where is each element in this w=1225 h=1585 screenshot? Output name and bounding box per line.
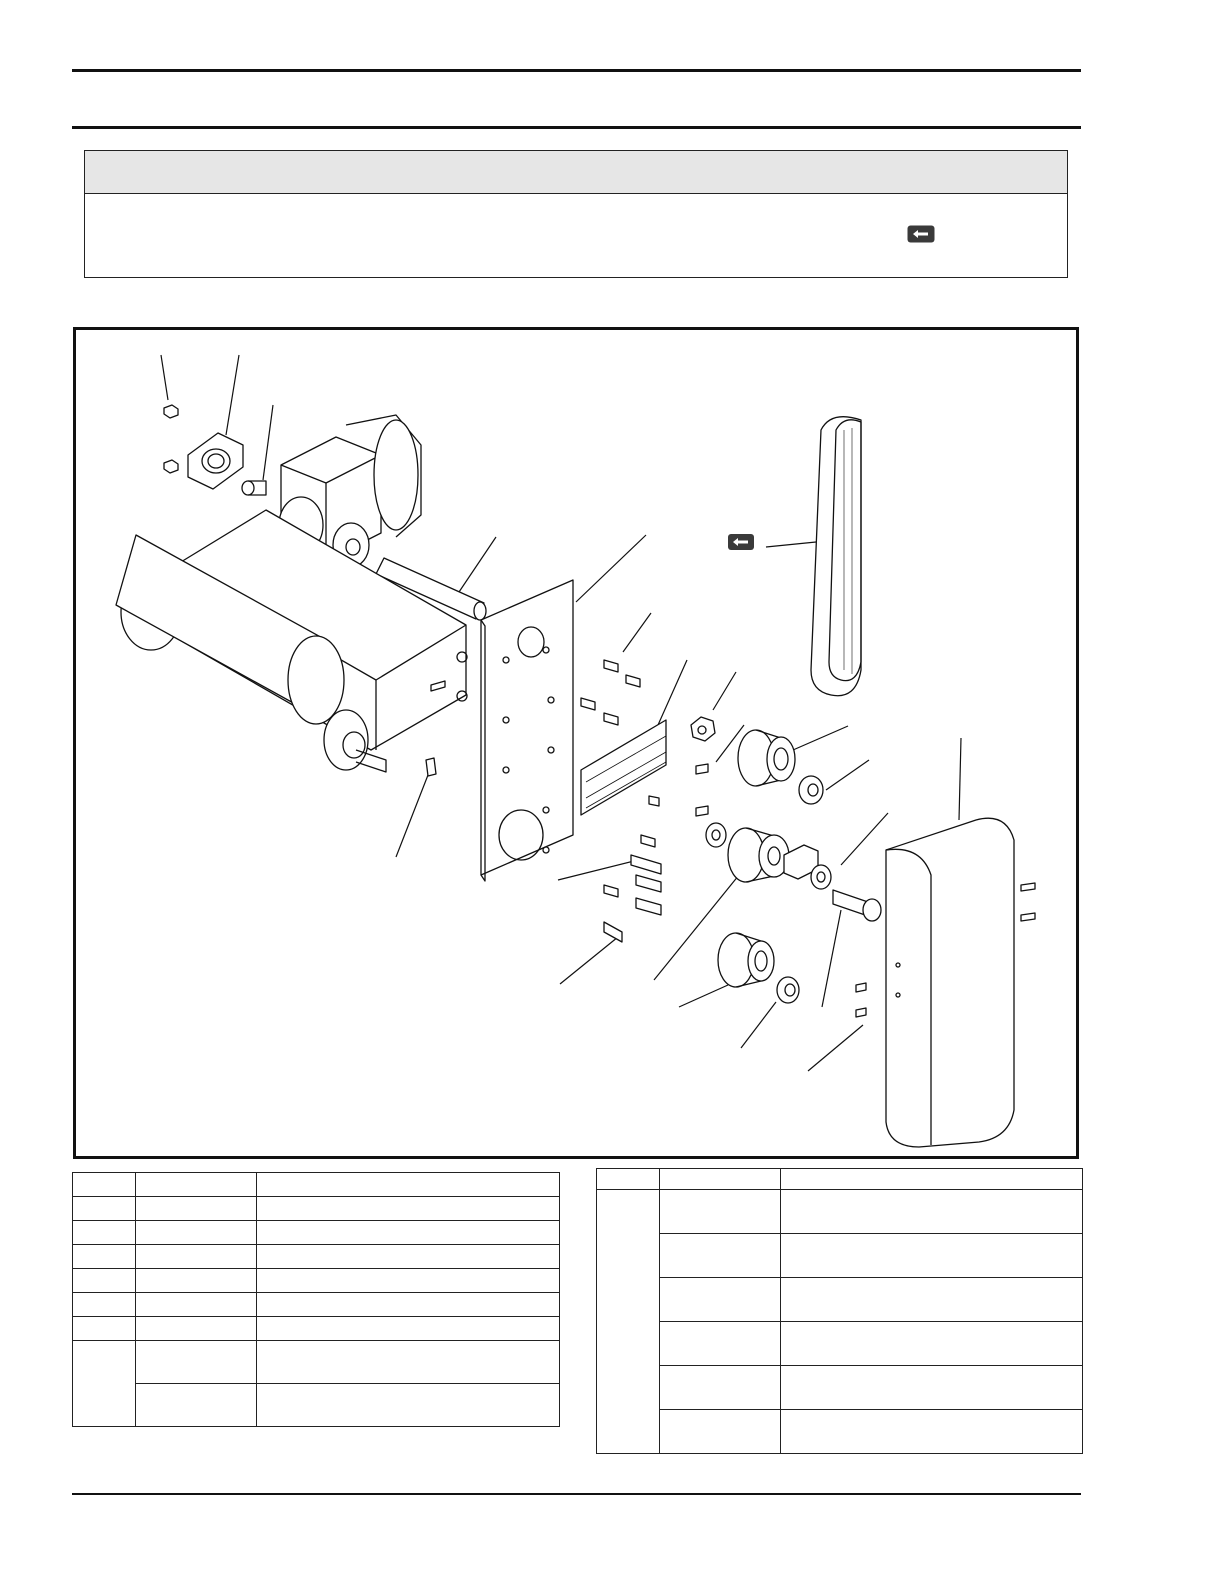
timing-pulley-lower <box>718 933 774 987</box>
flange-bearing <box>188 433 243 489</box>
shaft-stud <box>242 481 266 495</box>
washer-left <box>706 823 726 847</box>
hex-nut <box>691 717 715 741</box>
conveyor-frame <box>116 510 467 772</box>
timing-pulley-upper <box>738 730 795 786</box>
timing-belt <box>811 417 861 696</box>
pulley-bushing-upper <box>799 776 823 804</box>
set-screws <box>696 764 708 816</box>
assembly-drawing <box>76 330 1076 1156</box>
exploded-view-figure <box>73 327 1079 1159</box>
washer-right <box>811 865 831 889</box>
note-header <box>85 151 1067 194</box>
screw-parts <box>164 405 178 473</box>
header-rule <box>72 126 1081 129</box>
note-box <box>84 150 1068 278</box>
return-arrow-icon <box>907 225 935 243</box>
footer-rule <box>72 1493 1081 1495</box>
mounting-plate <box>481 580 573 881</box>
belt-guard-cover <box>886 818 1014 1147</box>
parts-table-left <box>72 1172 560 1427</box>
top-rule <box>72 69 1081 72</box>
pulley-bushing-lower <box>777 977 799 1003</box>
return-arrow-icon <box>728 534 754 550</box>
bearing <box>728 828 789 882</box>
parts-table-right <box>596 1168 1083 1454</box>
